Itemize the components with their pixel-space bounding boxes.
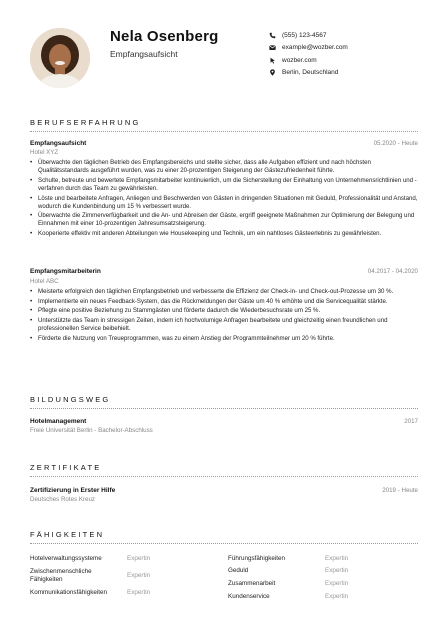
skill-right-2: Geduld <box>228 567 249 574</box>
certificates-heading: ZERTIFIKATE <box>30 463 102 472</box>
certificate-header <box>30 487 418 494</box>
list-item: • Unterstützte das Team in stressigen Zeiten, indem ich hochvolumige Anfragen bearbeitete und gleichzeitig einen freundlichen und professionellen Service beibehielt. <box>30 317 420 333</box>
contact-list <box>268 29 438 79</box>
education-heading: BILDUNGSWEG <box>30 395 111 404</box>
candidate-title: Empfangsaufsicht <box>110 49 178 59</box>
contact-email-text: example@wozber.com <box>282 44 348 52</box>
link-icon <box>268 56 276 64</box>
location-icon <box>268 69 276 77</box>
contact-email <box>268 42 438 55</box>
job-1-company: Hotel XYZ <box>30 149 59 156</box>
candidate-name: Nela Osenberg <box>110 28 219 45</box>
experience-heading: BERUFSERFAHRUNG <box>30 118 141 127</box>
list-item: • Meisterte erfolgreich den täglichen Empfangsbetrieb und verbesserte die Effizienz der Check-in- und Check-out-Prozesse um 30 %. <box>30 288 420 296</box>
list-item: • Kooperierte effektiv mit anderen Abteilungen wie Housekeeping und Technik, um ein nahtloses Gästeerlebnis zu gewährleisten. <box>30 230 420 238</box>
job-2-company: Hotel ABC <box>30 278 59 285</box>
contact-phone <box>268 29 438 42</box>
job-2-title: Empfangsmitarbeiterin <box>30 268 101 275</box>
education-title: Hotelmanagement <box>30 418 87 425</box>
avatar <box>30 28 90 88</box>
skill-left-2-level: Expertin <box>127 572 151 579</box>
phone-icon <box>268 31 276 39</box>
certificates-divider <box>30 476 418 477</box>
skill-right-3-level: Expertin <box>325 580 349 587</box>
skill-right-4-level: Expertin <box>325 593 349 600</box>
skills-divider <box>30 543 418 544</box>
job-2-date: 04.2017 - 04.2020 <box>367 268 418 275</box>
job-1-header <box>30 140 418 147</box>
skill-left-3: Kommunikationsfähigkeiten <box>30 589 108 596</box>
skills-heading: FÄHIGKEITEN <box>30 530 105 539</box>
list-item: • Überwachte den täglichen Betrieb des Empfangsbereichs und stellte sicher, dass alle Aufgaben effizient und nach höchsten Qualitätsstandards ausgeführt wurden, was zu einer 20-prozentigen Steigerung der Gästezufriedenheit führte. <box>30 159 420 175</box>
education-institution: Freie Universität Berlin - Bachelor-Abschluss <box>30 427 153 434</box>
skill-right-3: Zusammenarbeit <box>228 580 276 587</box>
education-header <box>30 418 418 425</box>
certificate-date: 2019 - Heute <box>382 487 418 494</box>
contact-website-text: wozber.com <box>282 56 317 64</box>
contact-location-text: Berlin, Deutschland <box>282 69 339 77</box>
job-1-date: 05.2020 - Heute <box>373 140 418 147</box>
list-item: • Überwachte die Zimmerverfügbarkeit und die An- und Abreisen der Gäste, ergriff geeignete Maßnahmen zur Optimierung der Belegung und Einnahmen mit einer 10-prozentigen Jahresumsatzsteigerung. <box>30 212 420 228</box>
education-date: 2017 <box>404 418 418 425</box>
list-item: • Implementierte ein neues Feedback-System, das die Rückmeldungen der Gäste um 40 % erhöhte und die Servicequalität stärkte. <box>30 298 420 306</box>
contact-location <box>268 67 438 80</box>
skill-left-1: Hotelverwaltungssysteme <box>30 555 102 562</box>
skill-right-1: Führungsfähigkeiten <box>228 555 286 562</box>
contact-phone-text: (555) 123-4567 <box>282 31 327 39</box>
skill-left-2: Zwischenmenschliche Fähigkeiten <box>30 568 92 583</box>
list-item: • Pflegte eine positive Beziehung zu Stammgästen und förderte dadurch die Wiederbesuchsrate um 25 %. <box>30 307 420 315</box>
education-divider <box>30 408 418 409</box>
job-1-bullets <box>30 159 420 240</box>
job-2-bullets <box>30 288 420 345</box>
skill-left-1-level: Expertin <box>127 555 151 562</box>
job-2-header <box>30 268 418 275</box>
job-1-title: Empfangsaufsicht <box>30 140 87 147</box>
contact-website <box>268 54 438 67</box>
certificate-title: Zertifizierung in Erster Hilfe <box>30 487 116 494</box>
list-item: • Löste und bearbeitete Anfragen, Anliegen und Beschwerden von Gästen in dringenden Situationen mit Geduld, Professionalität und Anstand, wodurch die Kundenbindung um 15 % verbessert wurde. <box>30 195 420 211</box>
list-item: • Förderte die Nutzung von Treueprogrammen, was zu einem Anstieg der Programmteilnehmer um 20 % führte. <box>30 335 420 343</box>
list-item: • Schulte, betreute und bewertete Empfangsmitarbeiter kontinuierlich, um die Sicherstellung der Einhaltung von Unternehmensrichtlinien und -verfahren durch das Team zu gewährleisten. <box>30 177 420 193</box>
experience-divider <box>30 131 418 132</box>
skill-right-4: Kundenservice <box>228 593 270 600</box>
mail-icon <box>268 44 276 52</box>
skill-right-1-level: Expertin <box>325 555 349 562</box>
profile-photo-icon <box>30 28 90 88</box>
certificate-issuer: Deutsches Rotes Kreuz <box>30 496 95 503</box>
skill-left-3-level: Expertin <box>127 589 151 596</box>
skill-right-2-level: Expertin <box>325 567 349 574</box>
